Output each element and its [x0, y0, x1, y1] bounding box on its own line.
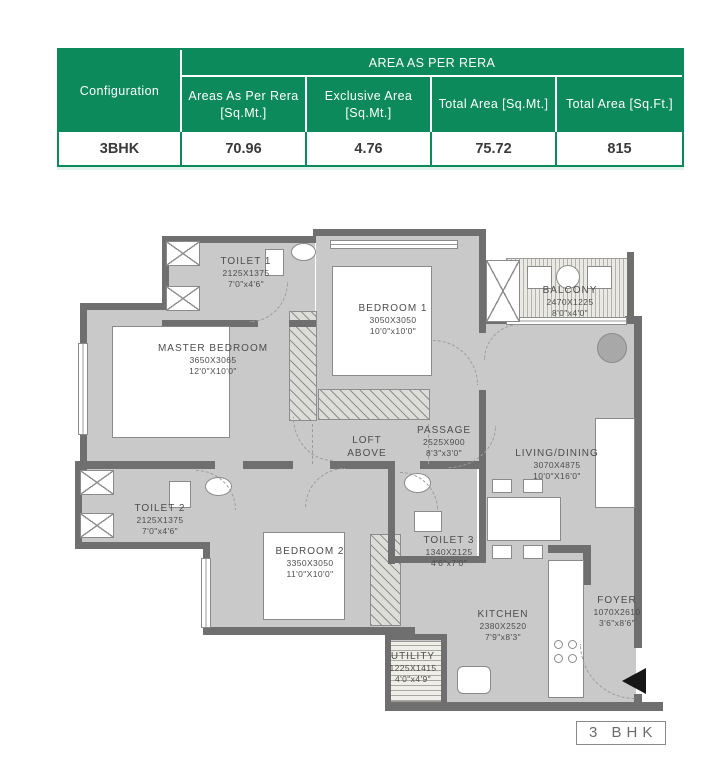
window [78, 343, 88, 435]
room-label-utility: UTILITY 1225X1415 4'0"x4'9" [389, 651, 437, 685]
washbasin-icon [404, 473, 431, 493]
room-label-master-bedroom: MASTER BEDROOM 3650X3065 12'0"X10'0" [157, 343, 269, 377]
hob-burner-icon [568, 654, 577, 663]
room-label-loft-above: LOFT ABOVE [347, 435, 387, 459]
wall [385, 702, 663, 711]
wall [388, 461, 395, 564]
wall [420, 461, 486, 469]
wall [80, 303, 170, 310]
room-label-foyer: FOYER 1070X2610 3'6"x8'6" [593, 595, 641, 629]
wc-icon [414, 511, 442, 532]
wall [385, 634, 447, 640]
wall [330, 461, 388, 469]
room-label-living-dining: LIVING/DINING 3070X4875 10'0"X16'0" [515, 448, 599, 482]
loft-wardrobe-hatch [318, 389, 430, 420]
entry-arrow-icon [622, 668, 646, 694]
chair-icon [523, 545, 543, 559]
room-label-bedroom-1: BEDROOM 1 3050X3050 10'0"x10'0" [358, 303, 428, 337]
hob-burner-icon [554, 654, 563, 663]
wall [634, 694, 642, 711]
room-label-toilet-2: TOILET 2 2125X1375 7'0"x4'6" [134, 503, 186, 537]
area-value: 4.76 [307, 132, 432, 165]
room-label-kitchen: KITCHEN 2380X2520 7'9"x8'3" [477, 609, 529, 643]
wall [75, 542, 210, 549]
wall [243, 461, 293, 469]
wall [627, 252, 634, 322]
configuration-value: 3BHK [59, 132, 182, 165]
column-header: Areas As Per Rera [Sq.Mt.] [182, 77, 307, 132]
area-value: 815 [557, 132, 682, 165]
room-label-passage: PASSAGE 2525X900 8'3"x3'0" [416, 425, 472, 459]
column-header: Total Area [Sq.Mt.] [432, 77, 557, 132]
louvre-vent [80, 470, 114, 495]
window [330, 240, 458, 249]
room-label-toilet-3: TOILET 3 1340X2125 4'6"x7'0" [423, 535, 475, 569]
area-value: 75.72 [432, 132, 557, 165]
column-header: Exclusive Area [Sq.Mt.] [307, 77, 432, 132]
table-row [59, 132, 682, 165]
window [201, 558, 211, 628]
room-label-balcony: BALCONY 2470X1225 8'0"x4'0" [542, 285, 598, 319]
room-label-toilet-1: TOILET 1 2125X1375 7'0"x4'6" [220, 256, 272, 290]
wardrobe-hatch [370, 534, 401, 626]
loft-boundary-dash [312, 424, 313, 464]
wall [75, 461, 215, 469]
wardrobe-hatch [289, 311, 317, 421]
wall [548, 545, 591, 553]
wall [289, 320, 316, 327]
area-group-header: AREA AS PER RERA [182, 50, 682, 77]
wall [203, 627, 415, 635]
area-table [57, 48, 684, 167]
area-value: 70.96 [182, 132, 307, 165]
washbasin-icon [205, 477, 232, 496]
wall [625, 316, 642, 324]
plan-type-badge: 3 BHK [576, 721, 666, 745]
column-header: Total Area [Sq.Ft.] [557, 77, 682, 132]
configuration-header: Configuration [59, 50, 182, 132]
wall [313, 229, 481, 236]
kitchen-sink-icon [457, 666, 491, 694]
hob-burner-icon [568, 640, 577, 649]
room-label-bedroom-2: BEDROOM 2 3350X3050 11'0"X10'0" [275, 546, 345, 580]
armchair-icon [597, 333, 627, 363]
